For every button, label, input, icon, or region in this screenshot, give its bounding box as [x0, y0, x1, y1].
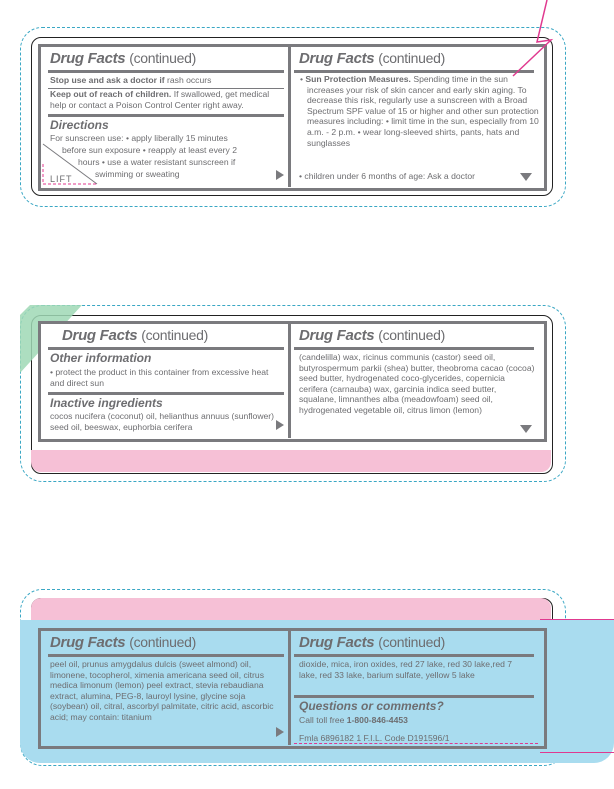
panel-1-divider [288, 47, 291, 187]
header-title: Drug Facts [62, 327, 138, 344]
keep-out-label: Keep out of reach of children. [50, 89, 172, 99]
panel-2-pink-band [31, 450, 551, 472]
header-title: Drug Facts [299, 634, 375, 651]
header-continued: (continued) [129, 50, 196, 66]
header-rule [48, 347, 284, 350]
children-section: • children under 6 months of age: Ask a doctor [299, 171, 475, 181]
magenta-rule-bottom [540, 752, 614, 753]
panel-1-left-header [50, 50, 196, 67]
directions-line-2: before sun exposure • reapply at least every 2 [62, 145, 237, 155]
keep-out-text: If swallowed, get medical help or contact a Poison Control Center right away. [50, 89, 270, 110]
continue-arrow-icon [276, 420, 284, 430]
stop-use-text: rash occurs [167, 75, 212, 85]
sun-protection-text: Spending time in the sun increases your risk of skin cancer and early skin aging. To decrease this risk, regularly use a sunscreen with a Broad Spectrum SPF value of 15 or higher and other sun protection measures including: • limit time in the sun, especially from 10 a.m. - 2 p.m. • wear long-sleeved shirts, pants, hats and sunglasses [307, 74, 539, 148]
inactive-ingredients-text: cocos nucifera (coconut) oil, helianthus annuus (sunflower) seed oil, beeswax, euphorbia cerifera [50, 411, 275, 432]
panel-3-left-header [50, 634, 196, 651]
header-title: Drug Facts [299, 327, 375, 344]
inactive-ingredients-title: Inactive ingredients [50, 396, 163, 410]
header-rule [48, 70, 284, 73]
stop-use-section [50, 75, 286, 86]
section-rule [294, 695, 534, 698]
lift-label: LIFT [50, 174, 73, 184]
panel-3-right-text: dioxide, mica, iron oxides, red 27 lake, red 30 lake,red 7 lake, red 33 lake, barium sulfate, yellow 5 lake [299, 659, 513, 680]
header-title: Drug Facts [50, 50, 126, 67]
stop-use-label: Stop use and ask a doctor if [50, 75, 165, 85]
panel-1-right-header [299, 50, 445, 67]
directions-line-1: For sunscreen use: • apply liberally 15 minutes [50, 133, 228, 143]
section-rule [48, 114, 284, 117]
header-title: Drug Facts [299, 50, 375, 67]
header-continued: (continued) [378, 327, 445, 343]
children-text: Ask a doctor [427, 171, 475, 181]
magenta-marker-line [505, 0, 555, 80]
call-line [299, 715, 408, 726]
panel-3-pink-band [31, 598, 551, 620]
call-label: Call toll free [299, 715, 345, 725]
directions-line-3: hours • use a water resistant sunscreen if [78, 157, 236, 167]
header-rule [48, 654, 284, 657]
panel-2-right-header [299, 327, 445, 344]
header-rule [294, 654, 534, 657]
header-rule [294, 347, 534, 350]
panel-3-left-text: peel oil, prunus amygdalus dulcis (sweet almond) oil, limonene, tocopherol, ximenia americana seed oil, citrus medica limonum (lemon) peel extract, stevia rebaudiana extract, alumina, PEG-8, lauroyl lysine, glycine soja (soybean) oil, citral, ascorbyl palmitate, citric acid, ascorbic acid; may contain: titanium [50, 659, 274, 722]
continue-down-icon [520, 425, 532, 433]
continue-arrow-icon [276, 170, 284, 180]
header-continued: (continued) [378, 634, 445, 650]
continue-down-icon [520, 173, 532, 181]
footer-code: Fmla 6896182 1 F.I.L. Code D191596/1 [299, 733, 450, 743]
panel-3-right-header [299, 634, 445, 651]
continue-arrow-icon [276, 727, 284, 737]
keep-out-section [50, 89, 286, 110]
magenta-rule-top [540, 619, 614, 620]
questions-title: Questions or comments? [299, 699, 444, 713]
section-rule [48, 392, 284, 395]
directions-title: Directions [50, 118, 109, 132]
header-continued: (continued) [141, 327, 208, 343]
header-continued: (continued) [129, 634, 196, 650]
header-continued: (continued) [378, 50, 445, 66]
other-information-title: Other information [50, 351, 152, 365]
phone-number: 1-800-846-4453 [346, 715, 408, 725]
sun-protection-label: Sun Protection Measures. [305, 74, 411, 84]
other-information-text: • protect the product in this container from excessive heat and direct sun [50, 367, 269, 388]
sun-protection-section: • Sun Protection Measures. Spending time in the sun increases your risk of skin cancer and early skin aging. To decrease this risk, regularly use a sunscreen with a Broad Spectrum SPF value of 15 or higher and other sun protection measures including: • limit time in the sun, especially from 10 a.m. - 2 p.m. • wear long-sleeved shirts, pants, hats and sunglasses [300, 74, 539, 148]
panel-2-divider [288, 324, 291, 438]
header-title: Drug Facts [50, 634, 126, 651]
panel-2-right-text: (candelilla) wax, ricinus communis (castor) seed oil, butyrospermum parkii (shea) butter, theobroma cacao (cocoa) seed butter, hydrogenated coco-glycerides, copernicia cerifera (carnauba) wax, garcinia indica seed butter, squalane, limnanthes alba (meadowfoam) seed oil, hydrogenated vegetable oil, citrus limon (lemon) [299, 352, 535, 415]
panel-3-divider [288, 631, 291, 745]
directions-line-4: swimming or sweating [95, 169, 180, 179]
panel-2-left-header [62, 327, 208, 344]
header-rule [294, 70, 534, 73]
children-label: children under 6 months of age: [304, 171, 426, 181]
